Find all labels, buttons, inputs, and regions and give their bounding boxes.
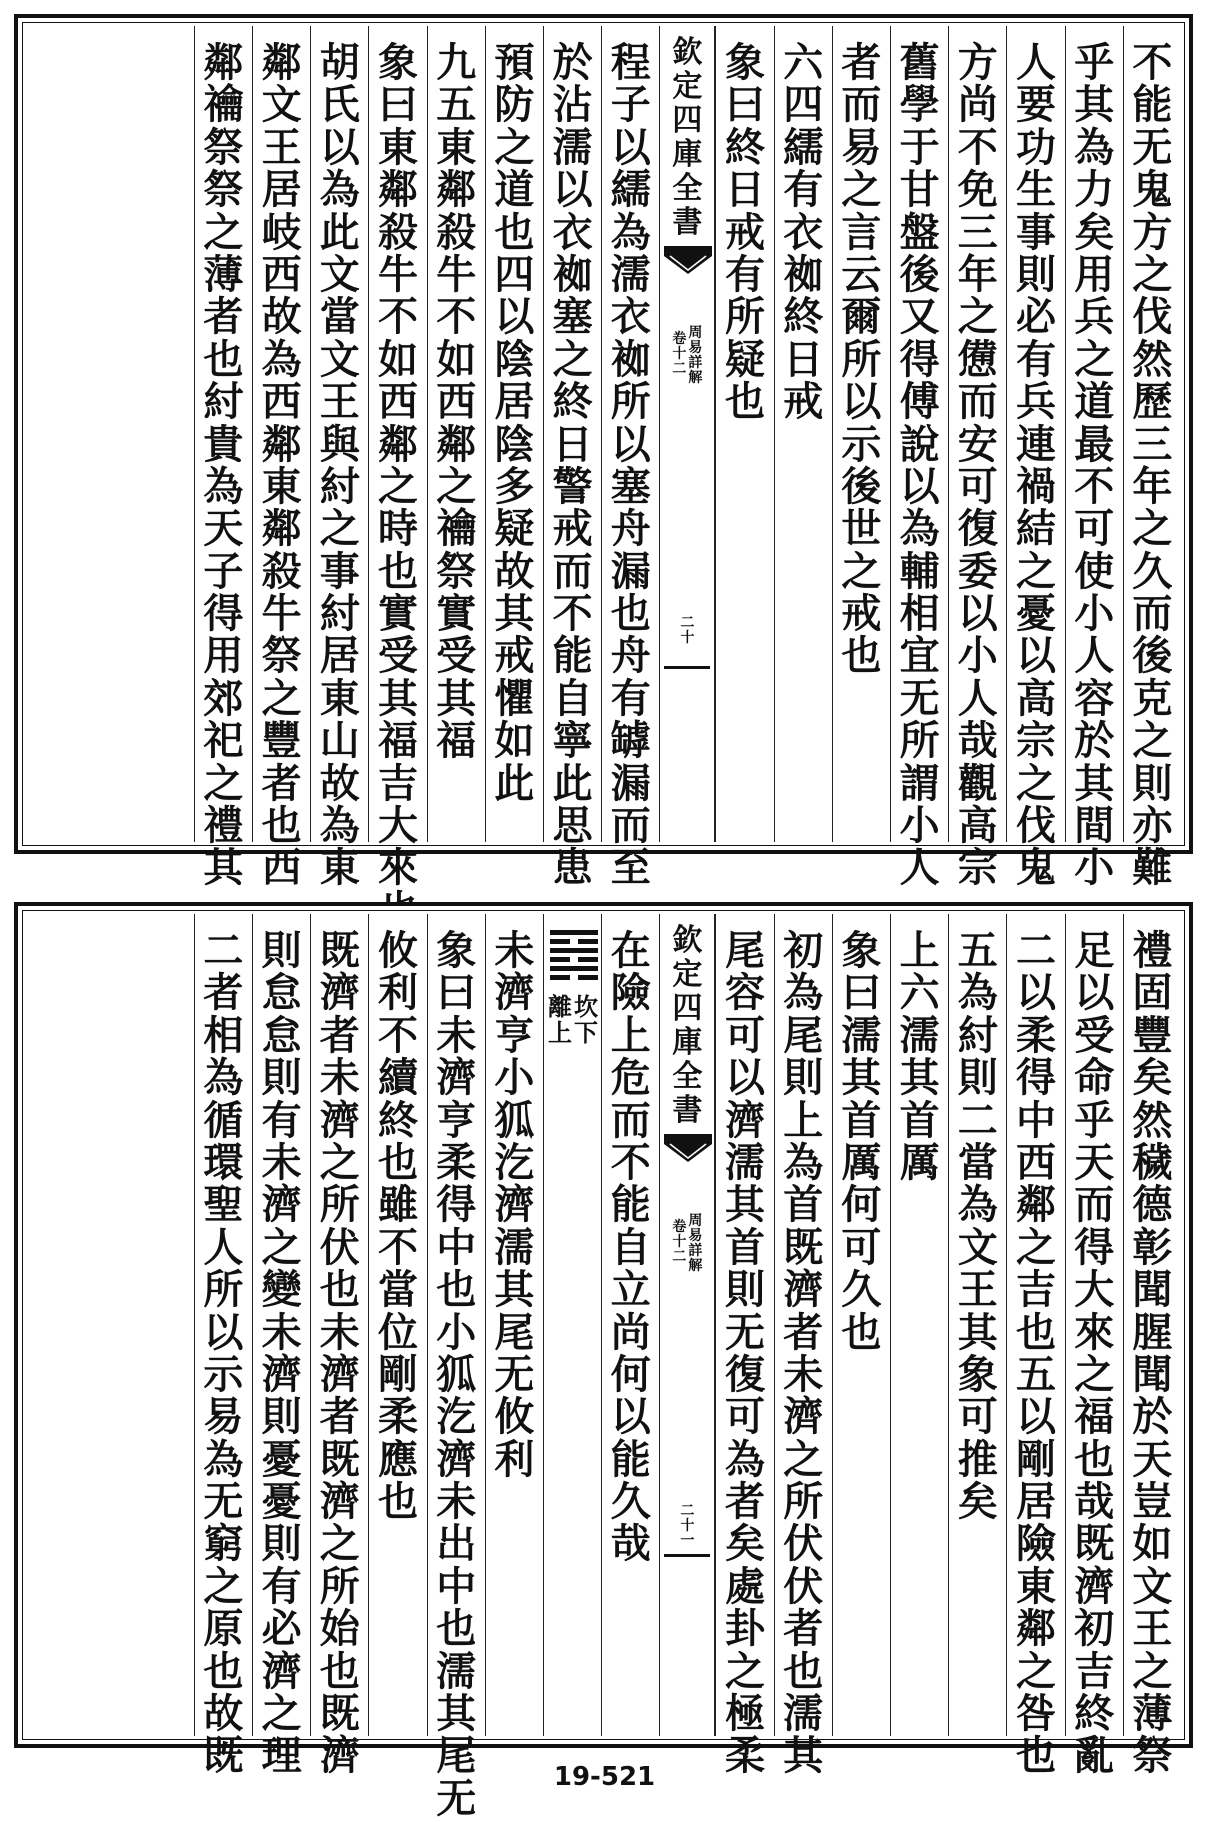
- text-column: [310, 914, 368, 1780]
- text-column: [1006, 914, 1064, 1780]
- hexagram-icon: [550, 930, 598, 984]
- folio-number: 二 十: [680, 615, 695, 646]
- text-column: [310, 26, 368, 892]
- column-text: 鄰 文 王 居 岐 西 故 為 西 鄰 東 鄰 殺 牛 祭 之 豐 者 也 西: [261, 39, 302, 892]
- library-title: 欽 定 四 庫 全 書: [672, 35, 703, 240]
- text-column: [543, 914, 601, 1736]
- column-text: 不 能 无 鬼 方 之 伐 然 歷 三 年 之 久 而 後 克 之 則 亦 難: [1132, 39, 1173, 892]
- column-text: 未 濟 亨 小 狐 汔 濟 濡 其 尾 无 攸 利: [494, 927, 535, 1483]
- center-margin-column: [659, 914, 715, 1736]
- column-text: 則 怠 怠 則 有 未 濟 之 變 未 濟 則 憂 憂 則 有 必 濟 之 理: [261, 927, 302, 1780]
- text-column: [948, 26, 1006, 892]
- column-text: 二 以 柔 得 中 西 鄰 之 吉 也 五 以 剛 居 險 東 鄰 之 咎 也: [1015, 927, 1056, 1780]
- column-text: 足 以 受 命 乎 天 而 得 大 來 之 福 也 哉 既 濟 初 吉 終 亂: [1074, 927, 1115, 1780]
- column-text: 鄰 禴 祭 祭 之 薄 者 也 紂 貴 為 天 子 得 用 郊 祀 之 禮 其: [203, 39, 244, 892]
- upper-trigram-label: 離 上: [548, 992, 572, 1047]
- library-title: 欽 定 四 庫 全 書: [672, 923, 703, 1128]
- column-text: 六 四 繻 有 衣 袽 終 日 戒: [783, 39, 824, 426]
- volume-label: 卷 十 二: [672, 1219, 687, 1265]
- text-column: [774, 26, 832, 842]
- column-text: 九 五 東 鄰 殺 牛 不 如 西 鄰 之 禴 祭 實 受 其 福: [436, 39, 477, 765]
- text-column: [1123, 914, 1181, 1780]
- text-column: [890, 914, 948, 1736]
- center-margin-column: [659, 26, 715, 842]
- text-column: [543, 26, 601, 892]
- column-text: 二 者 相 為 循 環 聖 人 所 以 示 易 為 无 窮 之 原 也 故 既: [203, 927, 244, 1780]
- text-column: [1065, 26, 1123, 892]
- text-column: [890, 26, 948, 892]
- column-text: 者 而 易 之 言 云 爾 所 以 示 後 世 之 戒 也: [841, 39, 882, 680]
- text-column: [1006, 26, 1064, 892]
- column-text: 攸 利 不 續 終 也 雖 不 當 位 剛 柔 應 也: [377, 927, 418, 1526]
- fish-tail-mark: [664, 1134, 712, 1166]
- text-column: [368, 914, 426, 1736]
- top-page-panel: [14, 14, 1193, 892]
- text-column: [948, 914, 1006, 1736]
- text-column: [832, 914, 890, 1736]
- text-column: [715, 26, 773, 842]
- text-column: [1065, 914, 1123, 1780]
- folio-number: 二 十 一: [680, 1503, 695, 1549]
- column-text: 象 曰 東 鄰 殺 牛 不 如 西 鄰 之 時 也 實 受 其 福 吉 大 來: [377, 39, 418, 892]
- fish-tail-mark: [664, 246, 712, 278]
- column-text: 初 為 尾 則 上 為 首 既 濟 者 未 濟 之 所 伏 伏 者 也 濡 其: [783, 927, 824, 1780]
- column-text: 預 防 之 道 也 四 以 陰 居 陰 多 疑 故 其 戒 懼 如 此: [494, 39, 535, 807]
- column-text: 乎 其 為 力 矣 用 兵 之 道 最 不 可 使 小 人 容 於 其 間 小: [1074, 39, 1115, 892]
- text-column: [427, 26, 485, 842]
- column-text: 程 子 以 繻 為 濡 衣 袽 所 以 塞 舟 漏 也 舟 有 罅 漏 而 至: [610, 39, 651, 892]
- text-column: [368, 26, 426, 892]
- column-text: 尾 容 可 以 濟 濡 其 首 則 无 復 可 為 者 矣 處 卦 之 極 柔: [724, 927, 765, 1780]
- column-text: 舊 學 于 甘 盤 後 又 得 傅 說 以 為 輔 相 宜 无 所 謂 小 人: [899, 39, 940, 892]
- text-column: [774, 914, 832, 1780]
- column-text: 上 六 濡 其 首 厲: [899, 927, 940, 1186]
- text-column: [485, 914, 543, 1736]
- fish-tail-lower-mark: [664, 666, 710, 669]
- volume-label: 卷 十 二: [672, 331, 687, 377]
- column-text: 象 曰 未 濟 亨 柔 得 中 也 小 狐 汔 濟 未 出 中 也 濡 其 尾 无: [436, 927, 477, 1822]
- page-number: 19-521: [553, 1762, 656, 1792]
- fish-tail-lower-mark: [664, 1554, 710, 1557]
- text-column: [194, 914, 252, 1780]
- column-text: 禮 固 豐 矣 然 穢 德 彰 聞 腥 聞 於 天 豈 如 文 王 之 薄 祭: [1132, 927, 1173, 1780]
- column-text: 人 要 功 生 事 則 必 有 兵 連 禍 結 之 憂 以 高 宗 之 伐 鬼: [1015, 39, 1056, 892]
- text-column: [427, 914, 485, 1822]
- column-text: 方 尚 不 免 三 年 之 憊 而 安 可 復 委 以 小 人 哉 觀 高 宗: [957, 39, 998, 892]
- text-column: [601, 26, 659, 892]
- text-column: [252, 26, 310, 892]
- column-text: 於 沾 濡 以 衣 袽 塞 之 終 日 警 戒 而 不 能 自 寧 此 思 患: [552, 39, 593, 892]
- lower-trigram-label: 坎 下: [574, 992, 598, 1047]
- column-text: 既 濟 者 未 濟 之 所 伏 也 未 濟 者 既 濟 之 所 始 也 既 濟: [319, 927, 360, 1780]
- column-text: 象 曰 終 日 戒 有 所 疑 也: [724, 39, 765, 426]
- text-column: [194, 26, 252, 892]
- column-text: 在 險 上 危 而 不 能 自 立 尚 何 以 能 久 哉: [610, 927, 651, 1568]
- text-column: [252, 914, 310, 1780]
- column-text: 胡 氏 以 為 此 文 當 文 王 與 紂 之 事 紂 居 東 山 故 為 東: [319, 39, 360, 892]
- top-columns: [26, 26, 1181, 892]
- book-title: 周 易 詳 解: [688, 325, 703, 386]
- column-text: 象 曰 濡 其 首 厲 何 可 久 也: [841, 927, 882, 1356]
- text-column: [715, 914, 773, 1780]
- text-column: [601, 914, 659, 1736]
- column-text: 五 為 紂 則 二 當 為 文 王 其 象 可 推 矣: [957, 927, 998, 1526]
- text-column: [485, 26, 543, 842]
- text-column: [832, 26, 890, 842]
- book-title: 周 易 詳 解: [688, 1213, 703, 1274]
- text-column: [1123, 26, 1181, 892]
